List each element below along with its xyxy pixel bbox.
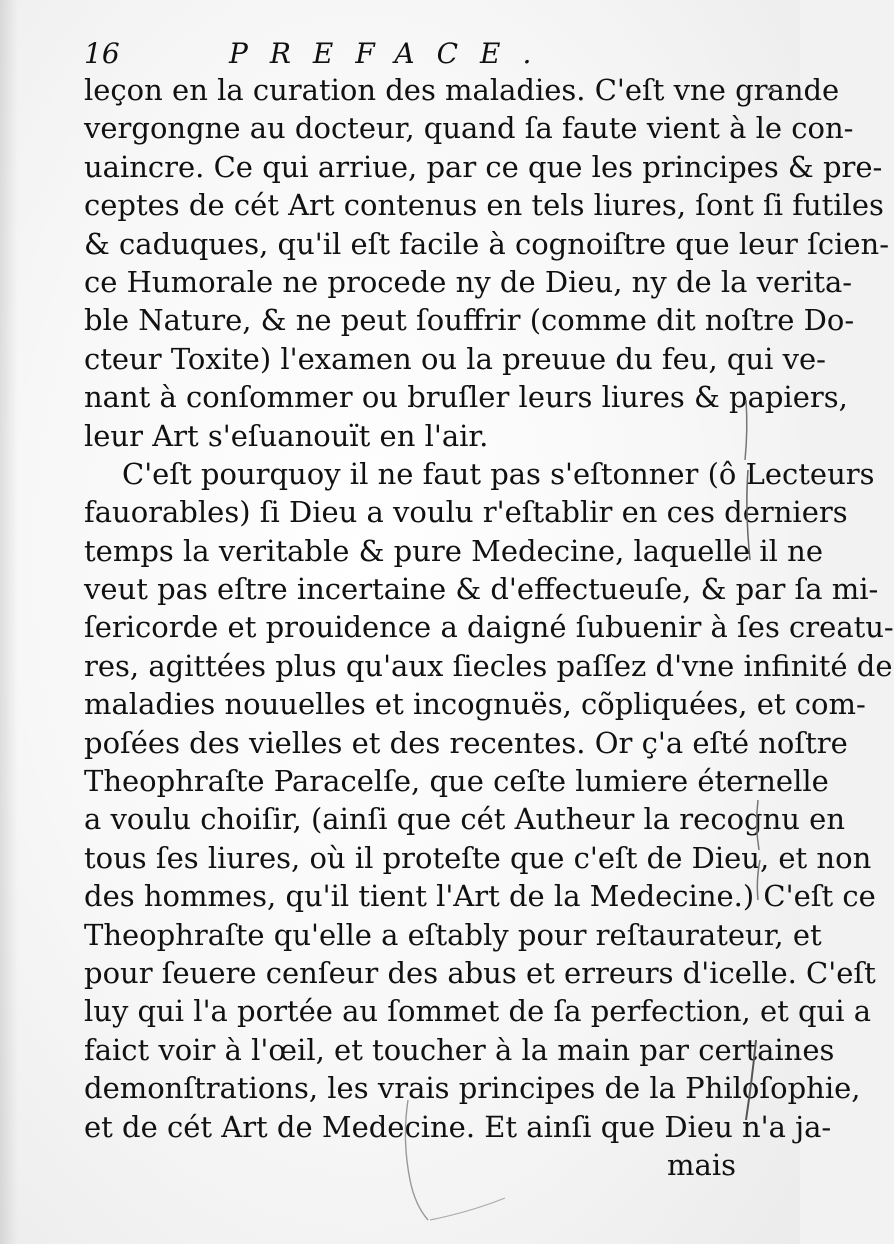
margin-marks [738,0,800,1244]
text-line: res, agittées plus qu'aux ſiecles paſſez d'vne infinité de [84,648,893,683]
text-line: leur Art s'eſuanouït en l'air. [84,418,489,453]
text-line: pour ſeuere cenſeur des abus et erreurs d'icelle. C'eſt [84,955,876,990]
text-line: uaincre. Ce qui arriue, par ce que les principes & pre- [84,149,883,184]
running-title: PREFACE. [229,37,554,70]
page-edge-shadow [0,0,18,1244]
paragraph-1 [84,71,889,455]
text-line: poſées des vielles et des recentes. Or ç'a eſté noſtre [84,725,848,760]
text-block [84,71,894,1184]
text-line: fauorables) ſi Dieu a voulu r'eſtablir en ces derniers [84,495,848,530]
text-line: Theophraſte Paracelſe, que ceſte lumiere éternelle [84,764,829,799]
text-line: vergongne au docteur, quand ſa faute vient à le con- [84,111,854,146]
text-line: Theophraſte qu'elle a eſtably pour reſtaurateur, et [84,917,822,952]
text-line: C'eſt pourquoy il ne faut pas s'eſtonner (ô Lecteurs [122,456,875,491]
text-line: ble Nature, & ne peut ſouffrir (comme dit noſtre Do- [84,303,855,338]
text-line: ce Humorale ne procede ny de Dieu, ny de la verita- [84,264,853,299]
text-line: temps la veritable & pure Medecine, laquelle il ne [84,533,824,568]
running-head [84,34,744,74]
page-number: 16 [84,37,120,70]
ink-scratch [370,1100,530,1230]
text-line: leçon en la curation des maladies. C'eſt vne grande [84,73,840,107]
text-line: luy qui l'a portée au ſommet de ſa perfection, et qui a [84,994,872,1029]
text-line: a voulu choiſir, (ainſi que cét Autheur la recognu en [84,802,846,837]
catchword: mais [667,1147,736,1182]
text-line: maladies nouuelles et incognuës, cõpliquées, et com- [84,687,866,722]
text-line: tous ſes liures, où il proteſte que c'eſt de Dieu, et non [84,840,872,875]
text-line: demonſtrations, les vrais principes de la Philoſophie, [84,1071,861,1106]
text-line: et de cét Art de Medecine. Et ainſi que Dieu n'a ja- [84,1109,832,1144]
text-line: ſericorde et prouidence a daigné ſubuenir à ſes creatu- [84,610,894,645]
text-line: & caduques, qu'il eſt facile à cognoiſtre que leur ſcien- [84,226,889,261]
text-line: veut pas eſtre incertaine & d'effectueuſe, & par ſa mi- [84,572,879,607]
paragraph-2 [84,455,894,1146]
text-line: des hommes, qu'il tient l'Art de la Medecine.) C'eſt ce [84,879,876,914]
text-line: nant à conſommer ou bruſler leurs liures & papiers, [84,380,848,415]
text-line: ceptes de cét Art contenus en tels liures, ſont ſi futiles [84,188,884,223]
text-line: cteur Toxite) l'examen ou la preuue du feu, qui ve- [84,341,826,376]
text-line: faict voir à l'œil, et toucher à la main par certaines [84,1032,835,1067]
